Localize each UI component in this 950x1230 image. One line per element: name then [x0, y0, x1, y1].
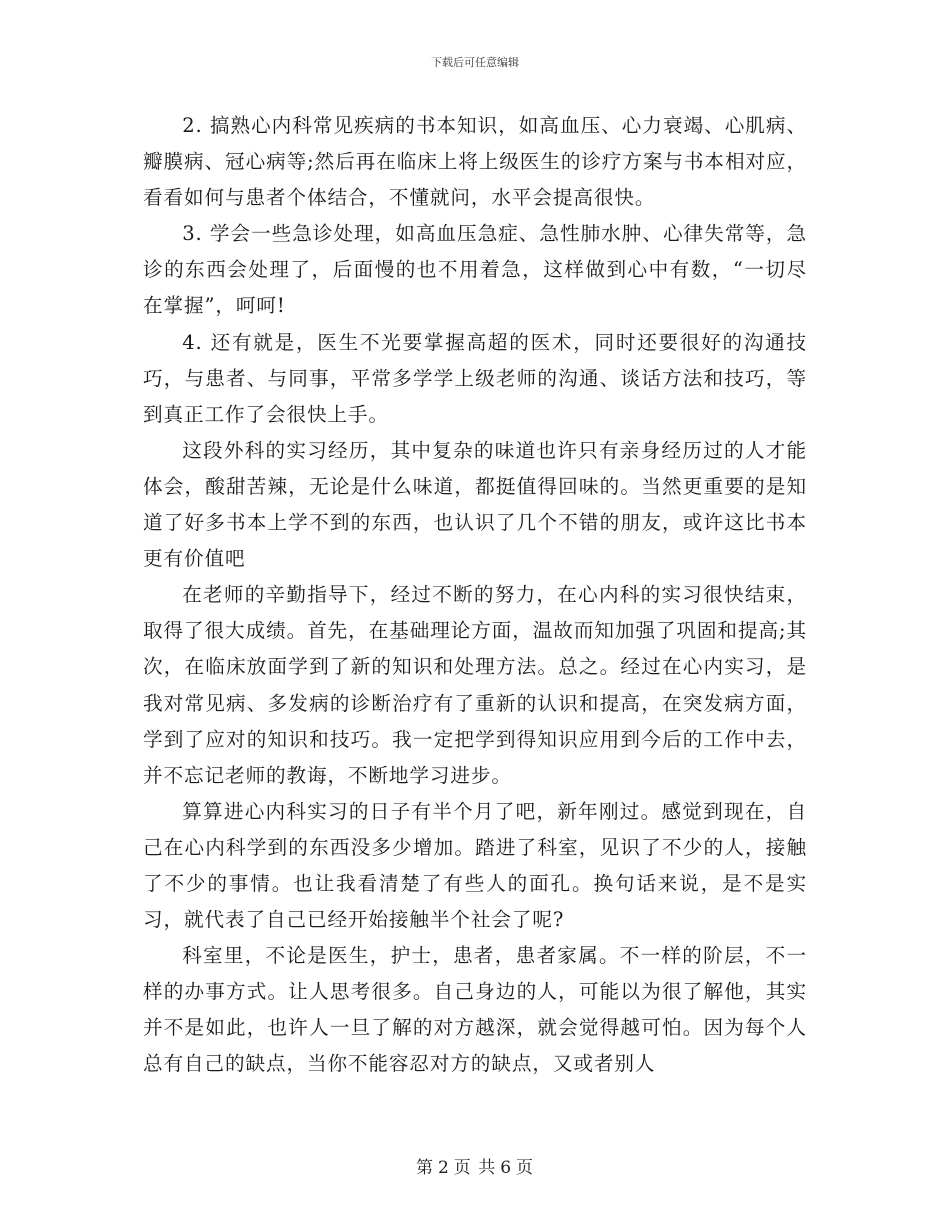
paragraph-tip-3: 3. 学会一些急诊处理，如高血压急症、急性肺水肿、心律失常等，急诊的东西会处理了，后面慢的也不用着急，这样做到心中有数，“一切尽在掌握”，呵呵!	[143, 222, 807, 318]
page-footer	[0, 1153, 950, 1178]
page-header: 下载后可任意编辑	[431, 56, 519, 69]
page-label-prefix: 第	[415, 1158, 434, 1178]
paragraph-cardiology-summary: 在老师的辛勤指导下，经过不断的努力，在心内科的实习很快结束，取得了很大成绩。首先，在基础理论方面，温故而知加强了巩固和提高;其次，在临床放面学到了新的知识和处理方法。总之。经过在心内实习，是我对常见病、多发病的诊断治疗有了重新的认识和提高，在突发病方面，学到了应对的知识和技巧。我一定把学到得知识应用到今后的工作中去，并不忘记老师的教诲，不断地学习进步。	[143, 583, 807, 787]
paragraph-tip-4: 4. 还有就是，医生不光要掌握高超的医术，同时还要很好的沟通技巧，与患者、与同事，平常多学学上级老师的沟通、谈话方法和技巧，等到真正工作了会很快上手。	[143, 330, 807, 426]
document-body	[143, 108, 807, 1083]
paragraph-half-month-reflection: 算算进心内科实习的日子有半个月了吧，新年刚过。感觉到现在，自己在心内科学到的东西没多少增加。踏进了科室，见识了不少的人，接触了不少的事情。也让我看清楚了有些人的面孔。换句话来说，是不是实习，就代表了自己已经开始接触半个社会了呢?	[143, 799, 807, 932]
paragraph-tip-2: 2. 搞熟心内科常见疾病的书本知识，如高血压、心力衰竭、心肌病、瓣膜病、冠心病等;然后再在临床上将上级医生的诊疗方案与书本相对应，看看如何与患者个体结合，不懂就问，水平会提高很快。	[143, 114, 807, 210]
paragraph-surgery-experience: 这段外科的实习经历，其中复杂的味道也许只有亲身经历过的人才能体会，酸甜苦辣，无论是什么味道，都挺值得回味的。当然更重要的是知道了好多书本上学不到的东西，也认识了几个不错的朋友，或许这比书本更有价值吧	[143, 438, 807, 571]
page-label-suffix: 页	[516, 1158, 535, 1178]
total-pages-number: 6	[500, 1158, 513, 1178]
current-page-number: 2	[437, 1158, 450, 1178]
page-label-mid: 页 共	[453, 1158, 497, 1178]
paragraph-department-people: 科室里，不论是医生，护士，患者，患者家属。不一样的阶层，不一样的办事方式。让人思考很多。自己身边的人，可能以为很了解他，其实并不是如此，也许人一旦了解的对方越深，就会觉得越可怕。因为每个人总有自己的缺点，当你不能容忍对方的缺点，又或者别人	[143, 944, 807, 1076]
